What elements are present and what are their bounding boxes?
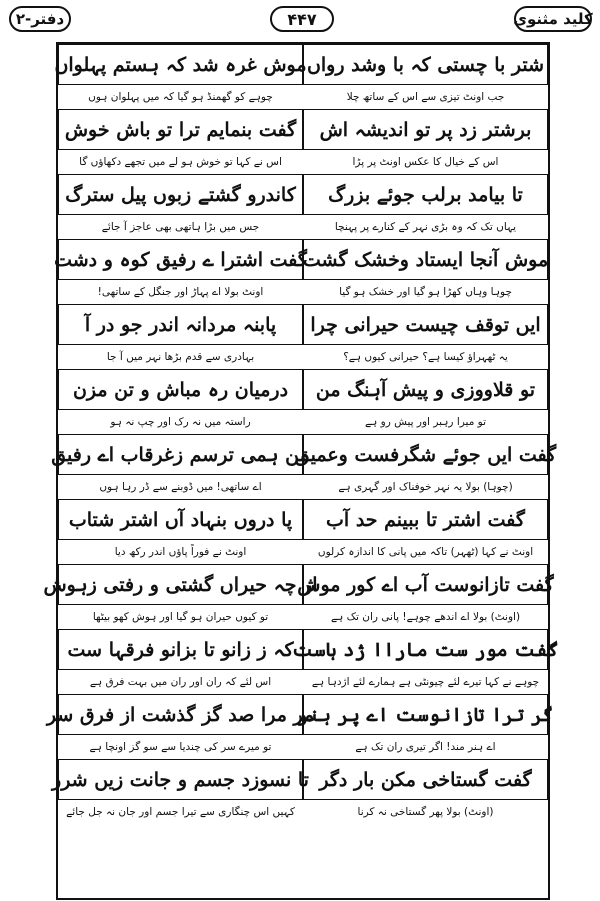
verse-left: گفت بنمایم ترا تو باش خوش: [58, 109, 303, 150]
translation-left: اس نے کہا تو خوش ہو لے میں تجھے دکھاؤں گا: [79, 156, 282, 168]
page-number: ۴۴۷: [270, 6, 334, 32]
verse-row: [58, 369, 548, 434]
book-title: کلید مثنوی: [514, 6, 592, 32]
verse-row: [58, 629, 559, 694]
volume-label: دفتر-٢: [9, 6, 71, 32]
translation-right: چوہا وہاں کھڑا ہو گیا اور خشک ہو گیا: [339, 286, 512, 298]
verse-right: موش آنجا ایستاد وخشک گشت: [303, 239, 548, 280]
verse-left: مر مرا صد گز گذشت از فرق سر: [58, 694, 303, 735]
translation-left: تو کیوں حیران ہو گیا اور ہوش کھو بیٹھا: [92, 611, 269, 623]
verse-right: تا بیامد برلب جوئے بزرگ: [303, 174, 548, 215]
verse-row: [54, 239, 549, 304]
verse-left: از چہ حیراں گشتی و رفتی زہوش: [58, 564, 303, 605]
verse-row: [54, 44, 548, 109]
translation-right: اونٹ نے کہا (ٹھہر) تاکہ میں پانی کا اندازہ کرلوں: [317, 546, 534, 558]
verse-row: [51, 434, 557, 499]
verse-left: پابنہ مردانہ اندر جو در آ: [58, 304, 303, 345]
translation-left: کہیں اس چنگاری سے تیرا جسم اور جان نہ جل جائے: [66, 806, 295, 818]
verse-right: تو قلاووزی و پیش آہنگ من: [303, 369, 548, 410]
translation-left: بہادری سے قدم بڑھا نہر میں آ جا: [106, 351, 255, 363]
verse-left: من ہمی ترسم زغرقاب اے رفیق: [58, 434, 303, 475]
verse-right: گفت ایں جوئے شگرفست وعمیق: [303, 434, 548, 475]
translation-left: چوہے کو گھمنڈ ہو گیا کہ میں پہلوان ہوں: [88, 91, 273, 103]
translation-right: اے ہنر مند! اگر تیری ران تک ہے: [355, 741, 496, 753]
page-header: [0, 0, 600, 42]
translation-left: تو میرے سر کی چندیا سے سو گز اونچا ہے: [89, 741, 272, 753]
translation-left: اونٹ نے فوراً پاؤں اندر رکھ دیا: [114, 546, 247, 558]
verse-left: کہ ز زانو تا بزانو فرقہا ست: [58, 629, 303, 670]
verse-left: درمیان رہ مباش و تن مزن: [58, 369, 303, 410]
verse-rows: [43, 44, 559, 898]
verse-left: پا دروں بنہاد آں اشتر شتاب: [58, 499, 303, 540]
translation-right: جب اونٹ تیزی سے اس کے ساتھ چلا: [346, 91, 505, 103]
verse-right: گفت تازانوست آب اے کور موش: [303, 564, 548, 605]
translation-left: جس میں بڑا ہاتھی بھی عاجز آ جائے: [101, 221, 260, 233]
verse-right: گفت گستاخی مکن بار دگر: [303, 759, 548, 800]
verse-right: برشتر زد پر تو اندیشہ اش: [303, 109, 548, 150]
verse-row: [58, 109, 548, 174]
verse-right: گر ترا تازانوست اے پر ہنر: [303, 694, 548, 735]
translation-right: (اونٹ) بولا اے اندھے چوہے! پانی ران تک ہے: [330, 611, 521, 623]
translation-right: تو میرا رہبر اور پیش رو ہے: [364, 416, 487, 428]
translation-right: (چوہا) بولا یہ نہر خوفناک اور گہری ہے: [338, 481, 513, 493]
verse-row: [52, 759, 548, 824]
verse-left: موش غرہ شد کہ ہستم پہلواں: [58, 44, 303, 85]
verse-right: شتر با چستی کہ با وشد رواں: [303, 44, 548, 85]
verse-row: [46, 694, 554, 759]
translation-left: راستہ میں نہ رک اور چپ نہ ہو: [110, 416, 251, 428]
translation-left: اے ساتھی! میں ڈوبنے سے ڈر رہا ہوں: [99, 481, 262, 493]
verse-right: گفت مور ست ماراا ژد ہاست: [303, 629, 548, 670]
verse-right: گفت اشتر تا ببینم حد آب: [303, 499, 548, 540]
translation-right: (اونٹ) بولا پھر گستاخی نہ کرنا: [357, 806, 494, 818]
verse-left: کاندرو گشتے زبوں پیل سترگ: [58, 174, 303, 215]
verse-row: [58, 174, 548, 239]
verse-row: [58, 499, 548, 564]
translation-right: یہاں تک کہ وہ بڑی نہر کے کنارے پر پہنچا: [334, 221, 517, 233]
translation-right: یہ ٹھہراؤ کیسا ہے؟ حیرانی کیوں ہے؟: [343, 351, 508, 363]
verse-left: تا نسوزد جسم و جانت زیں شرر: [58, 759, 303, 800]
translation-right: چوہے نے کہا تیرے لئے چیونٹی ہے ہمارے لئے اژدہا ہے: [311, 676, 540, 688]
verse-left: گفت اشترا ے رفیق کوہ و دشت: [58, 239, 303, 280]
translation-left: اس لئے کہ ران اور ران میں بہت فرق ہے: [89, 676, 272, 688]
verse-row: [58, 304, 548, 369]
verse-right: ایں توقف چیست حیرانی چرا: [303, 304, 548, 345]
verse-row: [43, 564, 554, 629]
translation-right: اس کے خیال کا عکس اونٹ پر پڑا: [352, 156, 499, 168]
verses-frame: [43, 42, 559, 900]
translation-left: اونٹ بولا اے پہاڑ اور جنگل کے ساتھی!: [97, 286, 264, 298]
